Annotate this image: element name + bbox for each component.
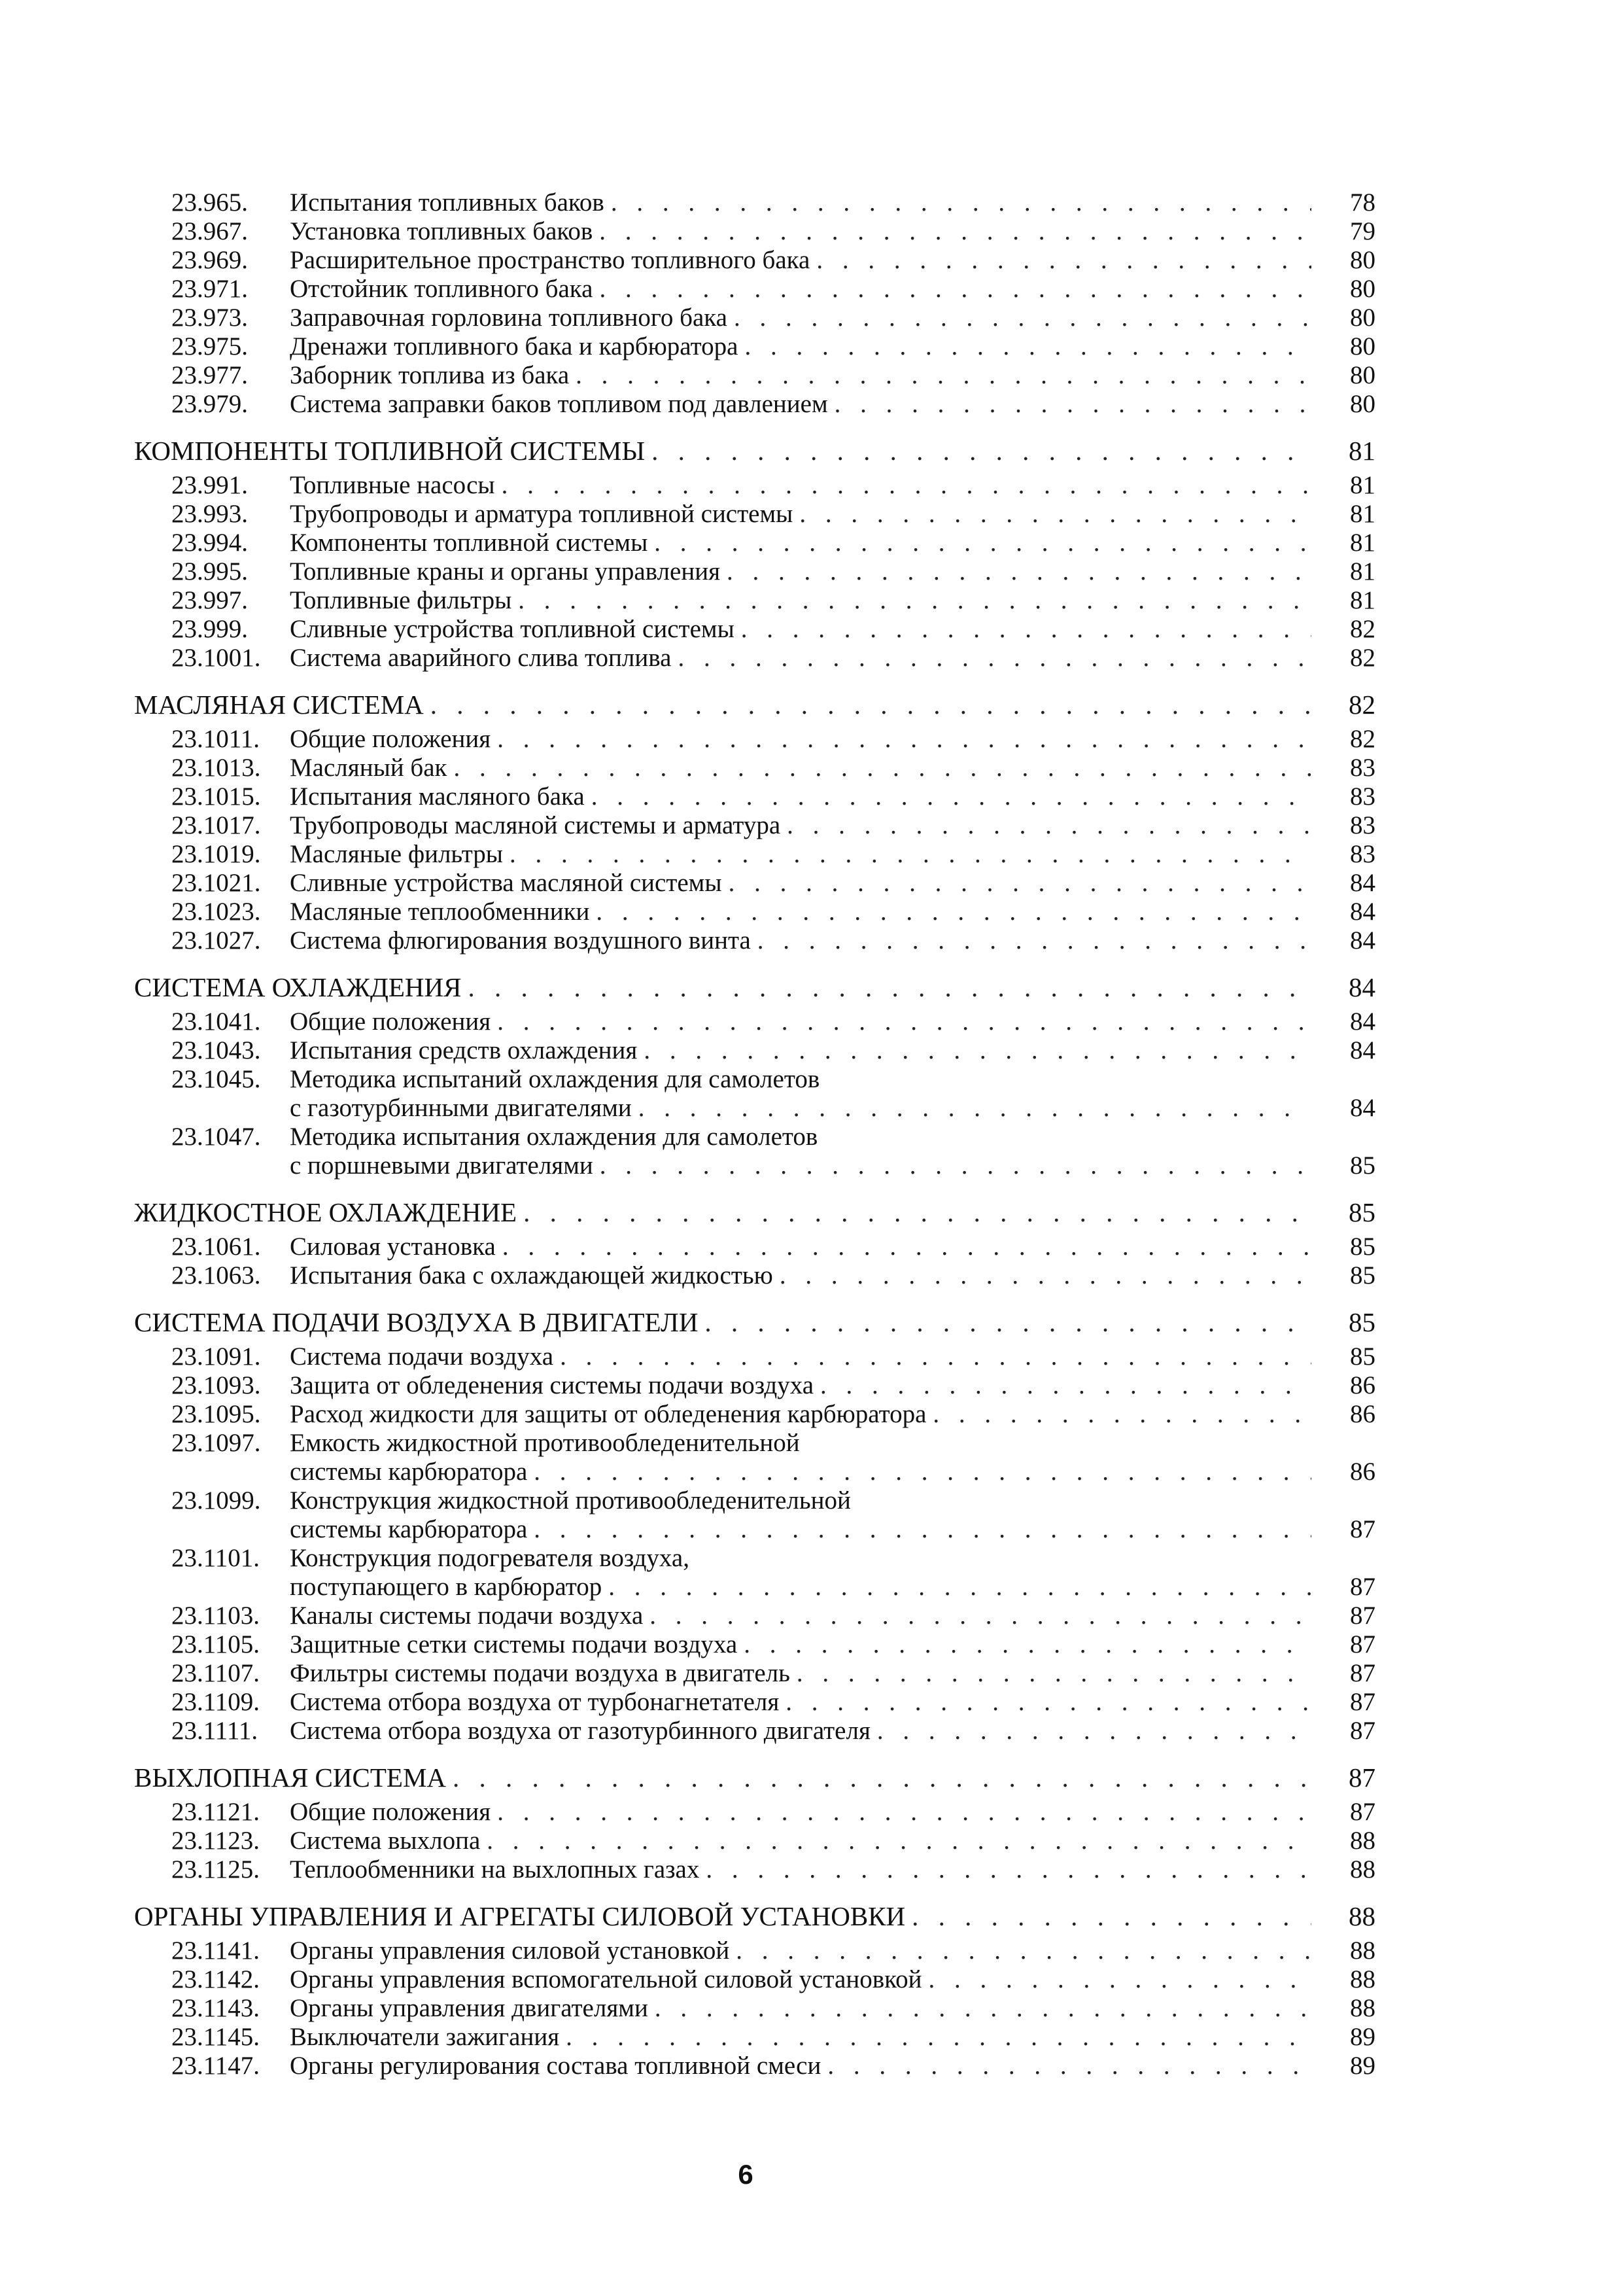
- toc-entry[interactable]: [134, 1827, 1377, 1855]
- section-page: 88: [1349, 1901, 1375, 1931]
- toc-entry[interactable]: [134, 390, 1377, 419]
- entry-title: Сливные устройства масляной системы: [290, 869, 722, 897]
- entry-title: Общие положения: [290, 725, 491, 753]
- section-heading[interactable]: [134, 970, 1377, 1005]
- toc-entry[interactable]: [134, 1371, 1377, 1400]
- entry-page: 87: [1350, 1798, 1375, 1826]
- entry-page: 89: [1350, 2052, 1375, 2080]
- entry-number: 23.991.: [171, 471, 248, 499]
- toc-entry[interactable]: [134, 1717, 1377, 1745]
- entry-number: 23.993.: [171, 500, 248, 528]
- toc-entry[interactable]: [134, 332, 1377, 361]
- entry-title: Система заправки баков топливом под давлением: [290, 390, 828, 418]
- entry-number: 23.1091.: [171, 1342, 261, 1371]
- dot-leader: [787, 811, 1311, 840]
- entry-page: 87: [1350, 1659, 1375, 1687]
- dot-leader: [497, 725, 1311, 754]
- entry-page: 86: [1350, 1458, 1375, 1486]
- entry-title: Заборник топлива из бака: [290, 361, 570, 389]
- dot-leader: [599, 217, 1311, 246]
- entry-number: 23.1111.: [171, 1717, 258, 1745]
- toc-entry[interactable]: [134, 754, 1377, 782]
- entry-page: 87: [1350, 1717, 1375, 1745]
- entry-number: 23.965.: [171, 188, 248, 217]
- entry-title: Выключатели зажигания: [290, 2023, 560, 2051]
- entry-number: 23.1043.: [171, 1036, 261, 1064]
- entry-page: 85: [1350, 1233, 1375, 1261]
- entry-title: Органы регулирования состава топливной смеси: [290, 2052, 821, 2080]
- entry-number: 23.1061.: [171, 1233, 261, 1261]
- entry-number: 23.1001.: [171, 644, 261, 672]
- toc-entry[interactable]: [134, 926, 1377, 955]
- section-page: 84: [1349, 972, 1375, 1002]
- dot-leader: [736, 1936, 1311, 1965]
- entry-number: 23.1019.: [171, 840, 261, 868]
- entry-title: Испытания средств охлаждения: [290, 1036, 638, 1064]
- entry-title: Масляные фильтры: [290, 840, 503, 868]
- entry-title: Расход жидкости для защиты от обледенения карбюратора: [290, 1400, 927, 1428]
- dot-leader: [706, 1855, 1311, 1884]
- dot-leader: [611, 188, 1311, 217]
- entry-title: Топливные фильтры: [290, 586, 512, 614]
- entry-title: Защитные сетки системы подачи воздуха: [290, 1630, 738, 1658]
- toc-section: [134, 1195, 1377, 1290]
- entry-number: 23.1103.: [171, 1602, 260, 1630]
- section-title: СИСТЕМА ОХЛАЖДЕНИЯ: [134, 972, 462, 1002]
- section-title: ОРГАНЫ УПРАВЛЕНИЯ И АГРЕГАТЫ СИЛОВОЙ УСТАНОВКИ: [134, 1901, 906, 1931]
- entry-page: 83: [1350, 811, 1375, 839]
- entry-page: 81: [1350, 500, 1375, 528]
- dot-leader: [786, 1688, 1311, 1717]
- entry-title: Теплообменники на выхлопных газах: [290, 1855, 700, 1883]
- dot-leader: [502, 471, 1311, 500]
- toc-entry[interactable]: [134, 1965, 1377, 1994]
- dot-leader: [596, 898, 1311, 926]
- entry-page: 83: [1350, 782, 1375, 811]
- entry-page: 82: [1350, 644, 1375, 672]
- entry-number: 23.971.: [171, 275, 248, 303]
- section-heading[interactable]: [134, 1899, 1377, 1934]
- entry-number: 23.1021.: [171, 869, 261, 897]
- entry-number: 23.1047.: [171, 1123, 261, 1151]
- entry-number: 23.994.: [171, 529, 248, 557]
- entry-title: Методика испытаний охлаждения для самолетов: [290, 1065, 820, 1093]
- entry-page: 88: [1350, 1936, 1375, 1965]
- entry-title: Силовая установка: [290, 1233, 496, 1261]
- toc-entry[interactable]: [134, 1486, 1377, 1515]
- toc-entry[interactable]: [134, 586, 1377, 615]
- entry-page: 84: [1350, 869, 1375, 897]
- toc-entry[interactable]: [134, 529, 1377, 557]
- toc-entry[interactable]: [134, 1151, 1377, 1180]
- entry-page: 85: [1350, 1151, 1375, 1180]
- entry-page: 80: [1350, 390, 1375, 418]
- table-of-contents: [134, 188, 1377, 2080]
- toc-section: [134, 1305, 1377, 1745]
- dot-leader: [534, 1515, 1311, 1544]
- entry-number: 23.1017.: [171, 811, 261, 839]
- toc-entry[interactable]: [134, 1855, 1377, 1884]
- dot-leader: [704, 1305, 1311, 1340]
- entry-page: 80: [1350, 246, 1375, 274]
- dot-leader: [518, 586, 1311, 615]
- entry-page: 86: [1350, 1371, 1375, 1399]
- entry-title: Отстойник топливного бака: [290, 275, 593, 303]
- toc-entry[interactable]: [134, 1458, 1377, 1486]
- section-page: 82: [1349, 690, 1375, 720]
- dot-leader: [576, 361, 1311, 390]
- dot-leader: [468, 970, 1311, 1005]
- section-title: МАСЛЯНАЯ СИСТЕМА: [134, 690, 424, 720]
- entry-title: Трубопроводы и арматура топливной системы: [290, 500, 793, 528]
- entry-page: 80: [1350, 304, 1375, 332]
- entry-title: Система отбора воздуха от газотурбинного двигателя: [290, 1717, 871, 1745]
- entry-page: 88: [1350, 1855, 1375, 1883]
- dot-leader: [591, 782, 1311, 811]
- entry-title: Расширительное пространство топливного бака: [290, 246, 810, 274]
- toc-entry[interactable]: [134, 1602, 1377, 1630]
- entry-title: Масляный бак: [290, 754, 447, 782]
- dot-leader: [608, 1573, 1311, 1602]
- toc-entry[interactable]: [134, 361, 1377, 390]
- dot-leader: [454, 754, 1312, 782]
- entry-number: 23.999.: [171, 615, 248, 643]
- toc-section: [134, 687, 1377, 955]
- entry-title: Система выхлопа: [290, 1827, 481, 1855]
- dot-leader: [497, 1007, 1311, 1036]
- entry-title: Трубопроводы масляной системы и арматура: [290, 811, 781, 839]
- dot-leader: [780, 1261, 1311, 1290]
- entry-page: 83: [1350, 754, 1375, 782]
- toc-entry[interactable]: [134, 725, 1377, 754]
- entry-number: 23.1015.: [171, 782, 261, 811]
- dot-leader: [523, 1195, 1311, 1230]
- entry-page: 83: [1350, 840, 1375, 868]
- toc-entry[interactable]: [134, 304, 1377, 332]
- dot-leader: [566, 2023, 1311, 2052]
- dot-leader: [933, 1400, 1311, 1429]
- entry-page: 87: [1350, 1630, 1375, 1658]
- entry-number: 23.1101.: [171, 1544, 260, 1572]
- toc-entry[interactable]: [134, 1429, 1377, 1458]
- entry-page: 81: [1350, 471, 1375, 499]
- toc-entry[interactable]: [134, 869, 1377, 898]
- toc-section: [134, 1899, 1377, 2080]
- entry-page: 82: [1350, 725, 1375, 753]
- toc-entry[interactable]: [134, 557, 1377, 586]
- entry-page: 85: [1350, 1342, 1375, 1371]
- toc-entry[interactable]: [134, 1688, 1377, 1717]
- entry-number: 23.975.: [171, 332, 248, 360]
- entry-title: Компоненты топливной системы: [290, 529, 648, 557]
- entry-number: 23.1145.: [171, 2023, 260, 2051]
- entry-title: Испытания масляного бака: [290, 782, 585, 811]
- toc-section: [134, 970, 1377, 1180]
- toc-entry[interactable]: [134, 1573, 1377, 1602]
- dot-leader: [928, 1965, 1311, 1994]
- entry-title: Фильтры системы подачи воздуха в двигатель: [290, 1659, 790, 1687]
- entry-page: 84: [1350, 1036, 1375, 1064]
- section-title: ЖИДКОСТНОЕ ОХЛАЖДЕНИЕ: [134, 1197, 517, 1227]
- section-heading[interactable]: [134, 433, 1377, 468]
- toc-entry[interactable]: [134, 782, 1377, 811]
- toc-entry[interactable]: [134, 898, 1377, 926]
- dot-leader: [430, 687, 1311, 722]
- entry-page: 79: [1350, 217, 1375, 245]
- entry-title: Каналы системы подачи воздуха: [290, 1602, 644, 1630]
- toc-entry[interactable]: [134, 1123, 1377, 1151]
- dot-leader: [644, 1036, 1311, 1065]
- entry-number: 23.1121.: [171, 1798, 260, 1826]
- toc-entry[interactable]: [134, 1630, 1377, 1659]
- toc-entry[interactable]: [134, 188, 1377, 217]
- entry-title: Испытания бака с охлаждающей жидкостью: [290, 1261, 773, 1289]
- entry-page: 82: [1350, 615, 1375, 643]
- entry-number: 23.1123.: [171, 1827, 260, 1855]
- dot-leader: [799, 500, 1311, 529]
- entry-page: 84: [1350, 926, 1375, 955]
- toc-entry[interactable]: [134, 1065, 1377, 1094]
- toc-entry[interactable]: [134, 1400, 1377, 1429]
- entry-number: 23.1141.: [171, 1936, 260, 1965]
- entry-title: Установка топливных баков: [290, 217, 593, 245]
- entry-title: Общие положения: [290, 1007, 491, 1036]
- entry-number: 23.997.: [171, 586, 248, 614]
- entry-title: Система аварийного слива топлива: [290, 644, 672, 672]
- entry-title: Система отбора воздуха от турбонагнетателя: [290, 1688, 780, 1716]
- dot-leader: [655, 1994, 1311, 2023]
- entry-title: Сливные устройства топливной системы: [290, 615, 734, 643]
- section-page: 85: [1349, 1307, 1375, 1337]
- dot-leader: [757, 926, 1311, 955]
- section-heading[interactable]: [134, 1760, 1377, 1795]
- entry-page: 87: [1350, 1573, 1375, 1601]
- section-page: 81: [1349, 436, 1375, 466]
- section-heading[interactable]: [134, 1305, 1377, 1340]
- entry-page: 87: [1350, 1602, 1375, 1630]
- dot-leader: [816, 246, 1311, 275]
- page-number: 6: [738, 2159, 753, 2190]
- entry-page: 80: [1350, 275, 1375, 303]
- toc-entry[interactable]: [134, 811, 1377, 840]
- dot-leader: [741, 615, 1311, 644]
- dot-leader: [453, 1760, 1311, 1795]
- toc-entry[interactable]: [134, 1342, 1377, 1371]
- entry-number: 23.1142.: [171, 1965, 260, 1993]
- section-page: 87: [1349, 1762, 1375, 1793]
- entry-number: 23.1147.: [171, 2052, 260, 2080]
- entry-number: 23.1023.: [171, 898, 261, 926]
- dot-leader: [649, 1602, 1311, 1630]
- dot-leader: [744, 332, 1311, 361]
- section-title: СИСТЕМА ПОДАЧИ ВОЗДУХА В ДВИГАТЕЛИ: [134, 1307, 699, 1337]
- entry-page: 87: [1350, 1515, 1375, 1543]
- dot-leader: [502, 1233, 1311, 1261]
- entry-title: Органы управления вспомогательной силовой установкой: [290, 1965, 922, 1993]
- toc-entry[interactable]: [134, 1007, 1377, 1036]
- toc-entry[interactable]: [134, 1036, 1377, 1065]
- dot-leader: [600, 1151, 1311, 1180]
- dot-leader: [877, 1717, 1311, 1745]
- dot-leader: [534, 1458, 1311, 1486]
- entry-page: 81: [1350, 557, 1375, 586]
- entry-number: 23.977.: [171, 361, 248, 389]
- entry-number: 23.969.: [171, 246, 248, 274]
- entry-title: Заправочная горловина топливного бака: [290, 304, 727, 332]
- dot-leader: [487, 1827, 1311, 1855]
- entry-number: 23.979.: [171, 390, 248, 418]
- entry-title-continuation: системы карбюратора: [290, 1458, 528, 1486]
- toc-entry[interactable]: [134, 246, 1377, 275]
- entry-title: Испытания топливных баков: [290, 188, 604, 217]
- dot-leader: [638, 1094, 1311, 1123]
- entry-title: Топливные краны и органы управления: [290, 557, 721, 586]
- entry-number: 23.1011.: [171, 725, 260, 753]
- entry-page: 87: [1350, 1688, 1375, 1716]
- section-heading[interactable]: [134, 1195, 1377, 1230]
- dot-leader: [654, 529, 1311, 557]
- dot-leader: [827, 2052, 1311, 2080]
- entry-page: 84: [1350, 1094, 1375, 1122]
- toc-entry[interactable]: [134, 840, 1377, 869]
- section-title: КОМПОНЕНТЫ ТОПЛИВНОЙ СИСТЕМЫ: [134, 436, 646, 466]
- dot-leader: [797, 1659, 1311, 1688]
- toc-section: [134, 188, 1377, 419]
- dot-leader: [734, 304, 1311, 332]
- entry-title-continuation: системы карбюратора: [290, 1515, 528, 1543]
- entry-number: 23.1013.: [171, 754, 261, 782]
- entry-number: 23.1041.: [171, 1007, 261, 1036]
- toc-entry[interactable]: [134, 217, 1377, 246]
- toc-entry[interactable]: [134, 500, 1377, 529]
- entry-number: 23.1063.: [171, 1261, 261, 1289]
- toc-section: [134, 1760, 1377, 1884]
- dot-leader: [599, 275, 1311, 304]
- entry-title: Дренажи топливного бака и карбюратора: [290, 332, 738, 360]
- toc-entry[interactable]: [134, 1094, 1377, 1123]
- toc-section: [134, 433, 1377, 673]
- entry-title-continuation: поступающего в карбюратор: [290, 1573, 602, 1601]
- entry-page: 88: [1350, 1994, 1375, 2022]
- dot-leader: [744, 1630, 1311, 1659]
- toc-entry[interactable]: [134, 1659, 1377, 1688]
- entry-number: 23.973.: [171, 304, 248, 332]
- dot-leader: [651, 433, 1311, 468]
- dot-leader: [727, 557, 1311, 586]
- toc-entry[interactable]: [134, 471, 1377, 500]
- entry-number: 23.1093.: [171, 1371, 261, 1399]
- dot-leader: [835, 390, 1311, 419]
- entry-number: 23.1095.: [171, 1400, 261, 1428]
- entry-page: 85: [1350, 1261, 1375, 1289]
- entry-title: Масляные теплообменники: [290, 898, 590, 926]
- entry-number: 23.1125.: [171, 1855, 260, 1883]
- entry-number: 23.967.: [171, 217, 248, 245]
- toc-entry[interactable]: [134, 275, 1377, 304]
- toc-entry[interactable]: [134, 1233, 1377, 1261]
- entry-number: 23.1109.: [171, 1688, 260, 1716]
- section-title: ВЫХЛОПНАЯ СИСТЕМА: [134, 1762, 447, 1793]
- toc-entry[interactable]: [134, 1936, 1377, 1965]
- entry-number: 23.1143.: [171, 1994, 260, 2022]
- entry-title: Методика испытания охлаждения для самолетов: [290, 1123, 818, 1151]
- dot-leader: [678, 644, 1311, 673]
- entry-page: 80: [1350, 361, 1375, 389]
- entry-page: 89: [1350, 2023, 1375, 2051]
- entry-number: 23.1105.: [171, 1630, 260, 1658]
- entry-number: 23.1045.: [171, 1065, 261, 1093]
- entry-page: 88: [1350, 1965, 1375, 1993]
- entry-title: Органы управления силовой установкой: [290, 1936, 730, 1965]
- section-heading[interactable]: [134, 687, 1377, 722]
- dot-leader: [820, 1371, 1311, 1400]
- toc-entry[interactable]: [134, 2023, 1377, 2052]
- entry-number: 23.1027.: [171, 926, 261, 955]
- toc-entry[interactable]: [134, 1798, 1377, 1827]
- entry-page: 78: [1350, 188, 1375, 217]
- toc-entry[interactable]: [134, 1515, 1377, 1544]
- dot-leader: [497, 1798, 1311, 1827]
- entry-number: 23.995.: [171, 557, 248, 586]
- entry-page: 81: [1350, 529, 1375, 557]
- entry-title: Емкость жидкостной противообледенительной: [290, 1429, 800, 1457]
- entry-title: Система флюгирования воздушного винта: [290, 926, 751, 955]
- entry-title: Топливные насосы: [290, 471, 495, 499]
- section-page: 85: [1349, 1197, 1375, 1227]
- entry-title: Конструкция подогревателя воздуха,: [290, 1544, 689, 1572]
- entry-page: 80: [1350, 332, 1375, 360]
- toc-entry[interactable]: [134, 1261, 1377, 1290]
- entry-page: 81: [1350, 586, 1375, 614]
- entry-title: Органы управления двигателями: [290, 1994, 648, 2022]
- toc-entry[interactable]: [134, 1994, 1377, 2023]
- entry-page: 84: [1350, 1007, 1375, 1036]
- entry-page: 84: [1350, 898, 1375, 926]
- entry-title: Защита от обледенения системы подачи воздуха: [290, 1371, 814, 1399]
- dot-leader: [912, 1899, 1311, 1934]
- entry-title-continuation: с поршневыми двигателями: [290, 1151, 593, 1180]
- entry-title: Система подачи воздуха: [290, 1342, 554, 1371]
- dot-leader: [729, 869, 1311, 898]
- entry-title: Общие положения: [290, 1798, 491, 1826]
- entry-number: 23.1099.: [171, 1486, 261, 1515]
- entry-number: 23.1107.: [171, 1659, 260, 1687]
- toc-entry[interactable]: [134, 2052, 1377, 2080]
- toc-entry[interactable]: [134, 1544, 1377, 1573]
- entry-title: Конструкция жидкостной противообледенительной: [290, 1486, 851, 1515]
- toc-entry[interactable]: [134, 644, 1377, 673]
- entry-title-continuation: с газотурбинными двигателями: [290, 1094, 632, 1122]
- toc-entry[interactable]: [134, 615, 1377, 644]
- dot-leader: [560, 1342, 1311, 1371]
- entry-page: 86: [1350, 1400, 1375, 1428]
- dot-leader: [510, 840, 1311, 869]
- entry-number: 23.1097.: [171, 1429, 261, 1457]
- entry-page: 88: [1350, 1827, 1375, 1855]
